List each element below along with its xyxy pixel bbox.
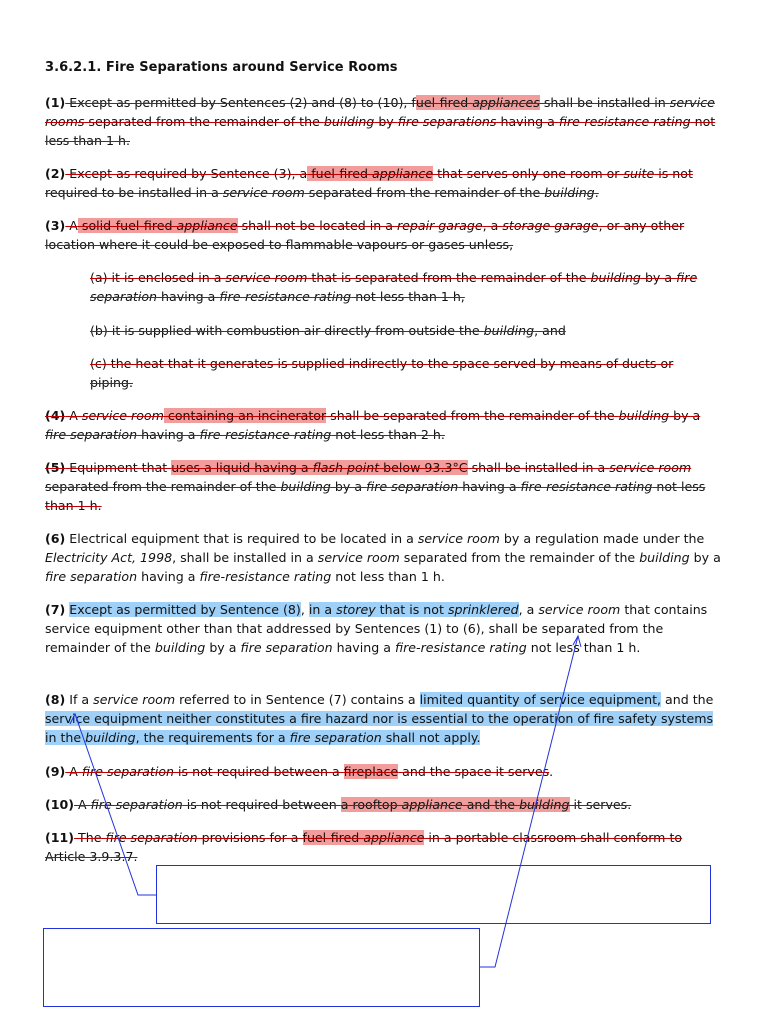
- sentence-number: (6): [45, 531, 66, 546]
- deleted-highlight: a rooftop appliance and the building: [340, 797, 570, 812]
- clause-3c: (c) the heat that it generates is supplied indirectly to the space served by means of ducts or piping.: [90, 356, 674, 390]
- sentence-11: (11) The fire separation provisions for a fuel-fired appliance in a portable classroom shall conform to Article 3.9.3.7.: [45, 830, 683, 864]
- sentence-number: (7): [45, 602, 66, 617]
- deleted-highlight: fuel-fired appliance: [302, 830, 425, 845]
- inserted-highlight: service equipment neither constitutes a fire hazard nor is essential to the operation of fire safety systems in the building, the requirements for a fire separation shall not apply.: [45, 711, 714, 745]
- sentence-number: (2): [45, 166, 66, 181]
- sentence-number: (4): [45, 408, 66, 423]
- sentence-6: (6) Electrical equipment that is required to be located in a service room by a regulation made under the Electricity Act, 1998, shall be installed in a service room separated from the remainder of the building by a fire separation having a fire-resistance rating not less than 1 h.: [45, 531, 721, 584]
- deleted-highlight: solid-fuel-fired appliance: [77, 218, 238, 233]
- sentence-number: (3): [45, 218, 66, 233]
- sentence-number: (9): [45, 764, 66, 779]
- sentence-3: (3) A solid-fuel-fired appliance shall not be located in a repair garage, a storage garage, or any other location where it could be exposed to flammable vapours or gases unless,: [45, 218, 685, 252]
- sentence-number: (5): [45, 460, 66, 475]
- sentence-number: (1): [45, 95, 66, 110]
- inserted-highlight: in a storey that is not sprinklered: [308, 602, 519, 617]
- clause-3a: (a) it is enclosed in a service room that is separated from the remainder of the building by a fire separation having a fire-resistance rating not less than 1 h,: [90, 270, 698, 304]
- deleted-highlight: uses a liquid having a flash point below 93.3°C: [171, 460, 468, 475]
- section-heading: 3.6.2.1. Fire Separations around Service Rooms: [45, 60, 398, 75]
- inserted-highlight: limited quantity of service equipment,: [419, 692, 662, 707]
- deleted-highlight: containing an incinerator: [163, 408, 327, 423]
- deleted-highlight: uel-fired appliances: [415, 95, 540, 110]
- deleted-highlight: fireplace: [343, 764, 399, 779]
- sentence-1: (1) Except as permitted by Sentences (2) and (8) to (10), fuel-fired appliances shall be installed in service rooms separated from the remainder of the building by fire separations having a fire-resistance rating not less than 1 h.: [45, 95, 716, 148]
- deleted-highlight: fuel-fired appliance: [307, 166, 434, 181]
- sentence-2: (2) Except as required by Sentence (3), a fuel-fired appliance that serves only one room or suite is not required to be installed in a service room separated from the remainder of the building.: [45, 166, 693, 200]
- clause-3b: (b) it is supplied with combustion air directly from outside the building, and: [90, 323, 566, 338]
- sentence-number: (8): [45, 692, 66, 707]
- sentence-8: (8) If a service room referred to in Sentence (7) contains a limited quantity of service equipment, and the service equipment neither constitutes a fire hazard nor is essential to the operation of fire safety systems in the building, the requirements for a fire separation shall not apply.: [45, 692, 714, 745]
- sentence-number: (11): [45, 830, 75, 845]
- sentence-9: (9) A fire separation is not required between a fireplace and the space it serves.: [45, 764, 554, 779]
- sentence-4: (4) A service room containing an incinerator shall be separated from the remainder of the building by a fire separation having a fire-resistance rating not less than 2 h.: [45, 408, 701, 442]
- sentence-number: (10): [45, 797, 75, 812]
- sentence-5: (5) Equipment that uses a liquid having a flash point below 93.3°C shall be installed in a service room separated from the remainder of the building by a fire separation having a fire-resistance rating not less than 1 h.: [45, 460, 706, 513]
- sentence-7: (7) Except as permitted by Sentence (8), in a storey that is not sprinklered, a service room that contains service equipment other than that addressed by Sentences (1) to (6), shall be separated from the remainder of the building by a fire separation having a fire-resistance rating not less than 1 h.: [45, 602, 708, 655]
- comment-box-2[interactable]: [43, 928, 480, 1007]
- inserted-highlight: Except as permitted by Sentence (8): [69, 602, 301, 617]
- sentence-10: (10) A fire separation is not required between a rooftop appliance and the building it serves.: [45, 797, 632, 812]
- comment-box-1[interactable]: [156, 865, 711, 924]
